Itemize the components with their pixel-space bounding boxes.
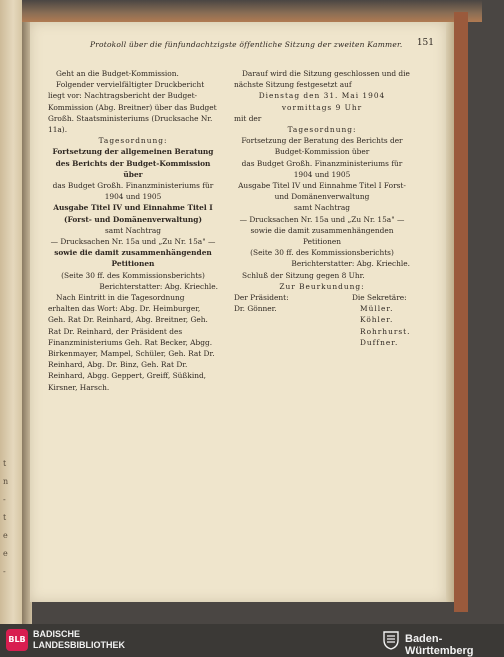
right-paragraph: samt Nachtrag bbox=[294, 203, 350, 213]
right-column bbox=[234, 68, 410, 348]
right-paragraph: Ausgabe Titel IV und Einnahme Titel I Forst- und Domänenverwaltung bbox=[238, 181, 406, 202]
right-paragraph: Schluß der Sitzung gegen 8 Uhr. bbox=[242, 270, 365, 280]
viewer-footer bbox=[0, 624, 504, 656]
facing-page-glyph: - bbox=[3, 495, 6, 504]
left-paragraph: Geht an die Budget-Kommission. bbox=[56, 69, 179, 78]
right-paragraph: Darauf wird die Sitzung geschlossen und die nächste Sitzung festgesetzt auf bbox=[234, 69, 410, 90]
signature-row-1 bbox=[234, 292, 410, 303]
left-paragraph: Ausgabe Titel IV und Einnahme Titel I (Forst- und Domänenverwaltung) bbox=[53, 203, 213, 224]
signature-row-5 bbox=[234, 337, 410, 348]
right-paragraph: sowie die damit zusammenhängenden Petitionen bbox=[250, 225, 394, 247]
right-paragraph: Fortsetzung der Beratung des Berichts der Budget-Kommission über bbox=[241, 136, 403, 157]
left-paragraph: Folgender vervielfältigter Druckbericht liegt vor: Nachtragsbericht der Budget-Kommission (Abg. Breitner) über das Budget Großh. Staatsministeriums (Drucksache Nr. 11a). bbox=[48, 80, 217, 135]
president-name: Dr. Gönner. bbox=[234, 304, 277, 314]
secretaries-label: Die Sekretäre: bbox=[352, 293, 407, 303]
facing-page-edge bbox=[0, 0, 22, 624]
left-paragraph: Nach Eintritt in die Tagesordnung erhalten das Wort: Abg. Dr. Heimburger, Geh. Rat Dr. Reinhard, Abg. Breitner, Geh. Rat Dr. Reinhard, der Präsident des Finanzministeriums Geh. Rat Becker, Abgg. Birkenmayer, Mampel, Schüler, Geh. Rat Dr. Reinhard, Abg. Dr. Binz, Geh. Rat Dr. Reinhard, Abgg. Geppert, Greiff, Süßkind, Kirsner, Harsch. bbox=[48, 293, 215, 392]
president-label: Der Präsident: bbox=[234, 293, 289, 303]
left-paragraph: Berichterstatter: Abg. Kriechle. bbox=[99, 281, 218, 291]
left-paragraph: das Budget Großh. Finanzministeriums für 1904 und 1905 bbox=[52, 181, 214, 202]
left-paragraph: Tagesordnung: bbox=[98, 136, 168, 146]
secretary-name: Rohrhurst. bbox=[360, 326, 411, 336]
secretary-name: Köhler. bbox=[360, 315, 394, 325]
facing-page-glyph: e bbox=[3, 531, 8, 540]
book-top-edge bbox=[22, 0, 482, 22]
left-paragraph: (Seite 30 ff. des Kommissionsberichts) bbox=[61, 270, 205, 280]
state-crest-icon bbox=[382, 630, 400, 650]
left-paragraph: sowie die damit zusammenhängenden Petitionen bbox=[54, 248, 212, 269]
right-paragraph: vormittags 9 Uhr bbox=[281, 102, 363, 112]
right-paragraph: (Seite 30 ff. des Kommissionsberichts) bbox=[250, 248, 394, 258]
signature-row-2 bbox=[234, 303, 410, 314]
secretary-name: Müller. bbox=[360, 304, 394, 314]
document-page bbox=[30, 22, 446, 602]
left-paragraph: samt Nachtrag bbox=[105, 225, 161, 235]
blb-logo[interactable]: BLB bbox=[6, 629, 28, 651]
left-paragraph: — Drucksachen Nr. 15a und „Zu Nr. 15a" — bbox=[50, 237, 216, 247]
signature-row-4 bbox=[234, 326, 410, 337]
state-name[interactable]: Baden-Württemberg bbox=[405, 633, 474, 657]
right-paragraph: mit der bbox=[234, 113, 262, 123]
library-name-line1: BADISCHE bbox=[33, 629, 81, 639]
signature-row-3 bbox=[234, 314, 410, 325]
facing-page-text-fragments bbox=[3, 455, 17, 581]
page-stack-edge bbox=[446, 22, 454, 602]
right-paragraph: Zur Beurkundung: bbox=[279, 281, 365, 291]
facing-page-glyph: t bbox=[3, 459, 7, 468]
right-paragraph: Berichterstatter: Abg. Kriechle. bbox=[291, 259, 410, 269]
library-name[interactable] bbox=[33, 629, 125, 651]
facing-page-glyph: - bbox=[3, 567, 6, 576]
right-paragraph: Tagesordnung: bbox=[287, 125, 357, 135]
book-cover-edge bbox=[454, 12, 468, 612]
page-number: 151 bbox=[416, 38, 434, 48]
right-paragraph: Dienstag den 31. Mai 1904 bbox=[258, 91, 386, 101]
left-column bbox=[48, 68, 218, 393]
library-name-line2: LANDESBIBLIOTHEK bbox=[33, 640, 125, 650]
header-title: Protokoll über die fünfundachtzigste öffentliche Sitzung der zweiten Kammer. bbox=[90, 40, 403, 49]
secretary-name: Duffner. bbox=[360, 337, 399, 347]
left-paragraph: Fortsetzung der allgemeinen Beratung des Berichts der Budget-Kommission über bbox=[52, 147, 214, 179]
facing-page-glyph: t bbox=[3, 513, 7, 522]
right-paragraph: — Drucksachen Nr. 15a und „Zu Nr. 15a" — bbox=[239, 214, 405, 224]
facing-page-glyph: e bbox=[3, 549, 8, 558]
right-paragraph: das Budget Großh. Finanzministeriums für 1904 und 1905 bbox=[241, 158, 403, 179]
facing-page-glyph: n bbox=[3, 477, 9, 486]
right-column-paragraphs bbox=[234, 68, 410, 292]
